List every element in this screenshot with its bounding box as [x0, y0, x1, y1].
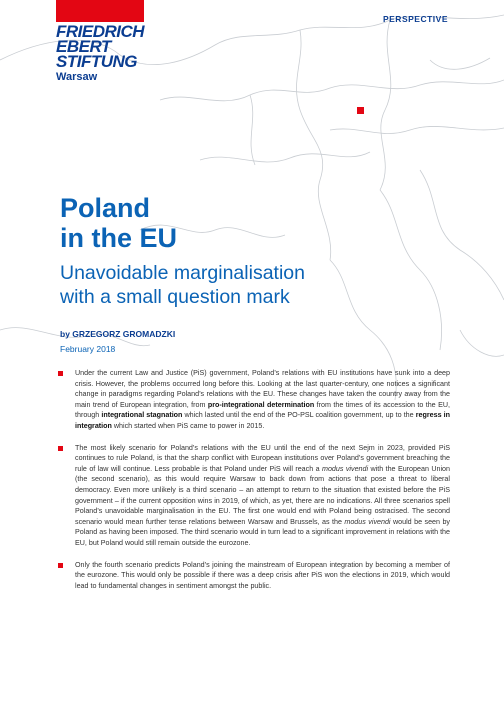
emphasis-bold: pro-integrational determination [207, 400, 315, 409]
emphasis-italic: modus vivendi [322, 464, 369, 473]
page-subtitle [60, 261, 305, 309]
emphasis-bold: regress in integration [75, 411, 450, 430]
page-title [60, 193, 177, 253]
summary-paragraph [58, 560, 450, 592]
author-byline: by GRZEGORZ GROMADZKI [60, 329, 176, 339]
logo-line-1: FRIEDRICH [56, 22, 145, 41]
logo-wordmark [56, 24, 144, 69]
bullet-square-icon [58, 563, 63, 568]
map-location-marker [357, 107, 364, 114]
logo-red-bar [56, 0, 144, 22]
paragraph-text: from the times of its accession to the EU, through [75, 400, 450, 420]
bullet-square-icon [58, 446, 63, 451]
emphasis-italic: modus vivendi [344, 517, 391, 526]
logo-line-2: EBERT [56, 37, 111, 56]
paragraph-text: Under the current Law and Justice (PiS) government, Poland’s relations with EU institutions have sunk into a deep crisis. However, the problems occurred long before this. Looking at the last quarter-century, one notices a significant change in paradigms regarding Poland’s relations with the EU. These changes have taken the country away from the main trend of European integration, from [75, 369, 450, 409]
logo-city: Warsaw [56, 71, 98, 83]
title-line-1: Poland [60, 193, 151, 223]
publication-date: February 2018 [60, 344, 116, 354]
paragraph-text: would be seen by Poland as having been imposed. The third scenario would in turn lead to a significant improvement in relations with the EU, but Poland would still remain outside the eurozone. [75, 517, 450, 547]
fes-logo [56, 0, 144, 83]
title-line-2: in the EU [60, 223, 178, 253]
paragraph-text: which lasted until the end of the PO-PSL coalition government, up to the [182, 411, 416, 420]
subtitle-line-2: with a small question mark [60, 286, 290, 308]
summary-paragraph [58, 368, 450, 432]
emphasis-bold: integrational stagnation [101, 411, 183, 420]
bullet-square-icon [58, 371, 63, 376]
logo-line-3: STIFTUNG [56, 52, 137, 71]
paragraph-text: The most likely scenario for Poland’s relations with the EU until the end of the next Sejm in 2023, provided PiS continues to rule Poland, is that the sharp conflict with European institutions over Poland’s government breaching the rule of law will continue. Less probable is that Poland under PiS will reach a [75, 443, 450, 473]
summary-paragraph [58, 443, 450, 549]
paragraph-text: Only the fourth scenario predicts Poland’s joining the mainstream of European integration by becoming a member of the eurozone. This would only be possible if there was a deep crisis after PiS won the elections in 2019, which would lead to fundamental changes in sentiment amongst the public. [75, 560, 450, 590]
subtitle-line-1: Unavoidable marginalisation [60, 262, 305, 284]
series-label: PERSPECTIVE [382, 14, 448, 24]
paragraph-text: with the European Union (the second scenario), as this would require Warsaw to back down from actions that pose a threat to liberal democracy. Even more unlikely is a third scenario – an attempt to return to the situation that existed before the PiS government – if the current opposition wins in 2019, of which, as yet, there are no indications. All three scenarios spell Poland’s unavoidable marginalisation in the EU. The first one would end with Poland being ostracised. The second scenario would mean further tense relations between Warsaw and Brussels, as the [75, 464, 450, 526]
paragraph-text: which started when PiS came to power in 2015. [111, 421, 265, 430]
summary-body [58, 368, 450, 602]
